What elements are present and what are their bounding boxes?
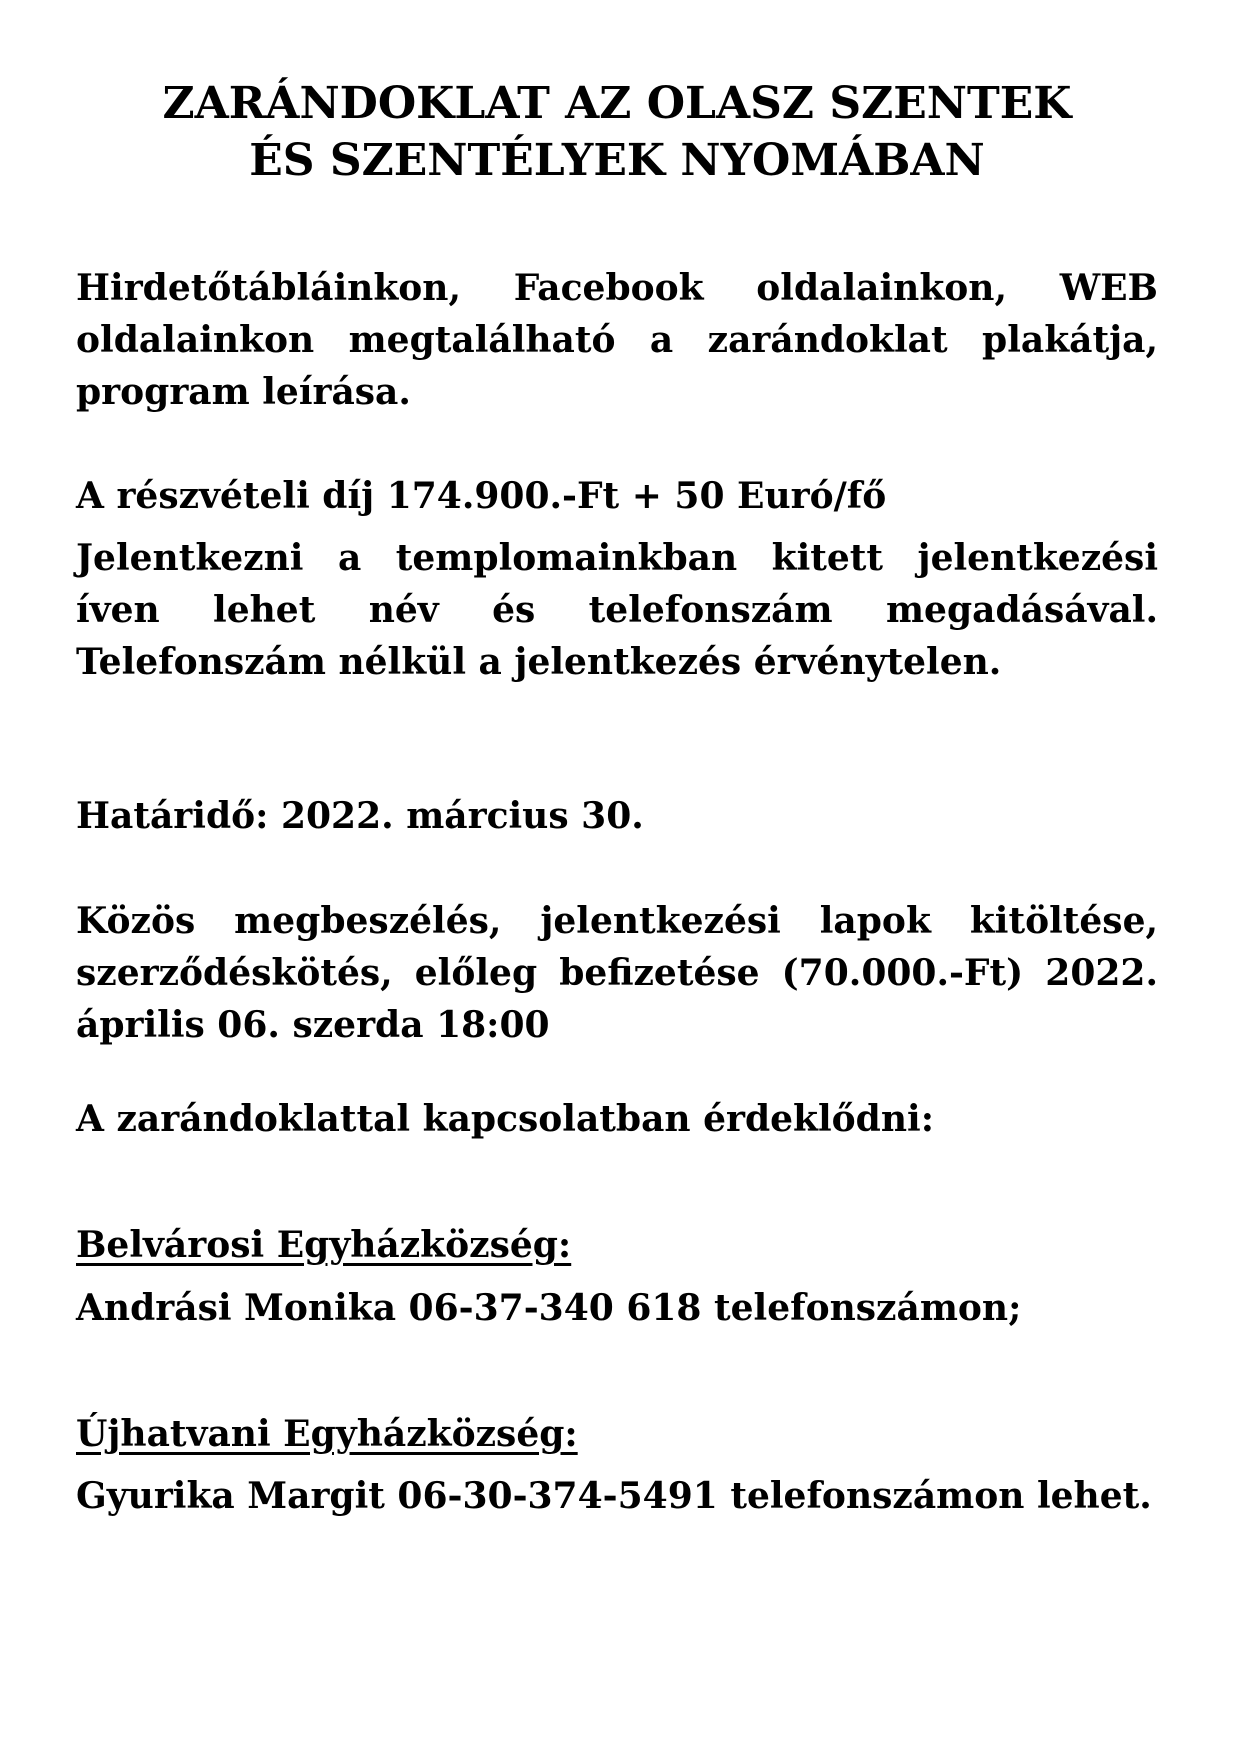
- intro-paragraph: Hirdetőtábláinkon, Facebook oldalainkon, WEB oldalainkon megtalálható a zarándoklat plakátja, program leírása.: [76, 267, 1158, 413]
- meeting-paragraph: Közös megbeszélés, jelentkezési lapok kitöltése, szerződéskötés, előleg befizetése (70.000.-Ft) 2022. április 06. szerda 18:00: [76, 900, 1158, 1046]
- deadline-paragraph: Határidő: 2022. március 30.: [76, 795, 644, 837]
- title-line-1: ZARÁNDOKLAT AZ OLASZ SZENTEK: [162, 78, 1072, 129]
- contact-detail-belvarosi: Andrási Monika 06-37-340 618 telefonszámon;: [76, 1287, 1022, 1329]
- document-page: [76, 0, 1158, 1754]
- fee-paragraph: A részvételi díj 174.900.-Ft + 50 Euró/fő: [76, 475, 887, 517]
- title-line-2: ÉS SZENTÉLYEK NYOMÁBAN: [249, 135, 985, 186]
- parish-heading-belvarosi: Belvárosi Egyházközség:: [76, 1224, 572, 1266]
- registration-paragraph: Jelentkezni a templomainkban kitett jelentkezési íven lehet név és telefonszám megadásával. Telefonszám nélkül a jelentkezés érvénytelen.: [76, 537, 1158, 683]
- parish-heading-ujhatvani: Újhatvani Egyházközség:: [76, 1413, 578, 1455]
- page-title: [76, 75, 1158, 189]
- inquiry-paragraph: A zarándoklattal kapcsolatban érdeklődni:: [76, 1098, 934, 1140]
- contact-detail-ujhatvani: Gyurika Margit 06-30-374-5491 telefonszámon lehet.: [76, 1475, 1152, 1517]
